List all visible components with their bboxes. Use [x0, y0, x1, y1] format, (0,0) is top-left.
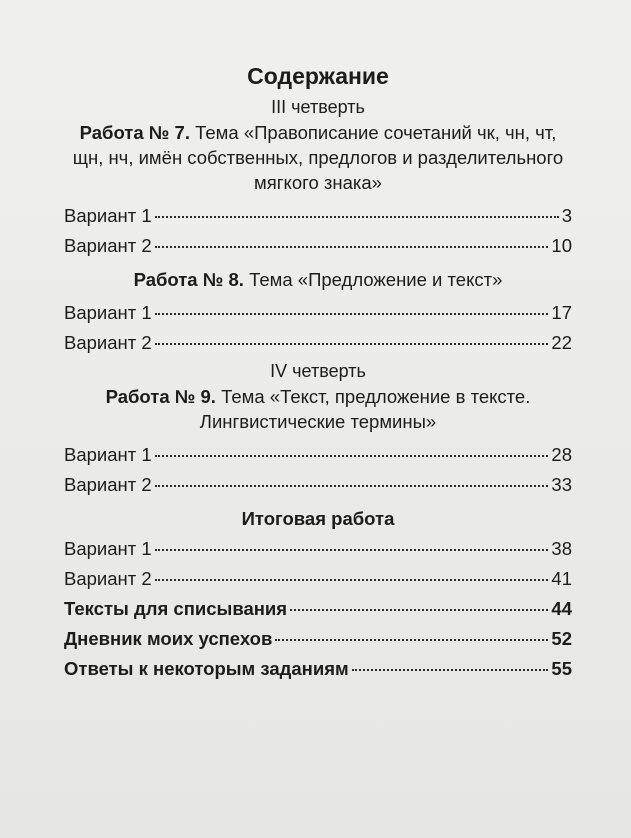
- quarter-heading-3: III четверть: [271, 97, 365, 117]
- entry-label: Вариант 1: [64, 302, 152, 323]
- work-8-topic: Тема «Предложение и текст»: [249, 269, 503, 290]
- work-9-topic: Тема «Текст, предложение в тексте. Лингвистические термины»: [199, 386, 531, 432]
- page-title: Содержание: [247, 63, 389, 89]
- toc-entry-answers: [64, 654, 572, 684]
- toc-entry: [64, 298, 572, 328]
- entry-label: Вариант 1: [64, 538, 152, 559]
- entry-page: 55: [551, 658, 572, 679]
- work-7-label: Работа № 7.: [79, 122, 190, 143]
- entry-label: Ответы к некоторым заданиям: [64, 658, 349, 679]
- entry-label: Вариант 1: [64, 205, 152, 226]
- dot-leader: [275, 639, 548, 641]
- work-7-topic: Тема «Правописание сочетаний чк, чн, чт, щн, нч, имён собственных, предлогов и разделительного мягкого знака»: [72, 122, 564, 193]
- dot-leader: [155, 246, 549, 248]
- toc-entry: [64, 231, 572, 261]
- dot-leader: [155, 549, 549, 551]
- dot-leader: [155, 313, 549, 315]
- dot-leader: [155, 455, 549, 457]
- dot-leader: [155, 216, 559, 218]
- toc-entry: [64, 470, 572, 500]
- entry-page: 33: [551, 474, 572, 495]
- toc-entry: [64, 440, 572, 470]
- entry-page: 38: [551, 538, 572, 559]
- entry-label: Вариант 2: [64, 474, 152, 495]
- entry-page: 17: [551, 302, 572, 323]
- toc-entry: [64, 564, 572, 594]
- entry-page: 52: [551, 628, 572, 649]
- entry-label: Вариант 2: [64, 568, 152, 589]
- entry-page: 3: [561, 205, 572, 226]
- entry-label: Вариант 1: [64, 444, 152, 465]
- toc-entry: [64, 328, 572, 358]
- entry-label: Вариант 2: [64, 235, 152, 256]
- quarter-heading-4: IV четверть: [270, 361, 366, 381]
- entry-page: 41: [551, 568, 572, 589]
- dot-leader: [155, 485, 549, 487]
- entry-label: Дневник моих успехов: [64, 628, 273, 649]
- entry-page: 22: [551, 332, 572, 353]
- work-9-heading: [64, 384, 572, 434]
- toc-entry-diary: [64, 624, 572, 654]
- final-work-heading: Итоговая работа: [241, 508, 395, 529]
- dot-leader: [352, 669, 549, 671]
- entry-page: 28: [551, 444, 572, 465]
- entry-label: Тексты для списывания: [64, 598, 288, 619]
- dot-leader: [155, 343, 549, 345]
- work-9-label: Работа № 9.: [105, 386, 216, 407]
- dot-leader: [155, 579, 549, 581]
- entry-label: Вариант 2: [64, 332, 152, 353]
- work-8-label: Работа № 8.: [133, 269, 244, 290]
- dot-leader: [290, 609, 548, 611]
- work-7-heading: [64, 120, 572, 195]
- entry-page: 10: [551, 235, 572, 256]
- entry-page: 44: [551, 598, 572, 619]
- toc-entry: [64, 201, 572, 231]
- toc-entry: [64, 534, 572, 564]
- toc-entry-copy-texts: [64, 594, 572, 624]
- table-of-contents: [64, 60, 572, 684]
- work-8-heading: [64, 267, 572, 292]
